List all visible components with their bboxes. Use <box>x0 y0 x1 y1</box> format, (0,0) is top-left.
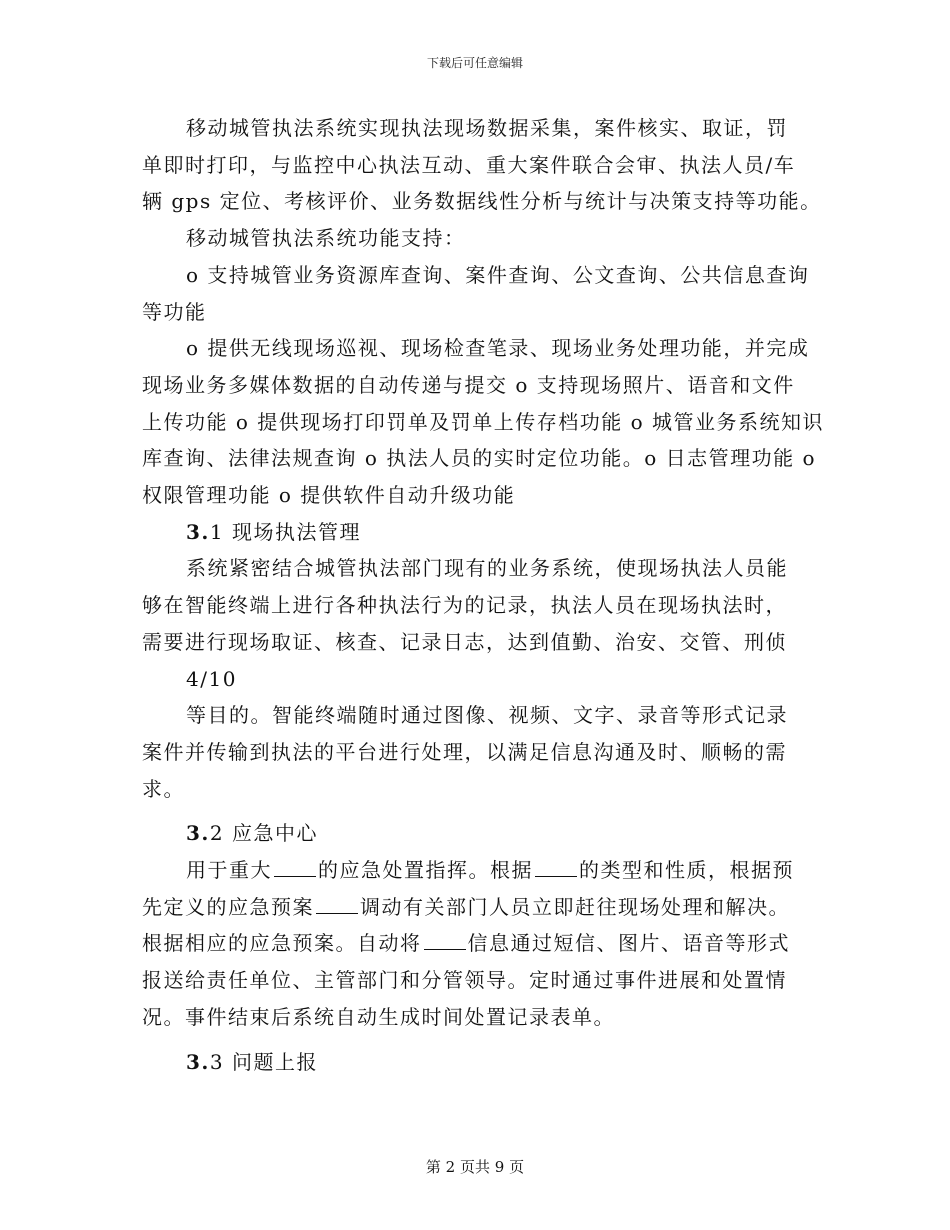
paragraph-query <box>142 257 810 330</box>
text-line: 案件并传输到执法的平台进行处理，以满足信息沟通及时、顺畅的需 <box>142 739 787 764</box>
text-line: 况。事件结束后系统自动生成时间处置记录表单。 <box>142 1004 615 1029</box>
text-line: 需要进行现场取证、核查、记录日志，达到值勤、治安、交管、刑侦 <box>142 629 787 654</box>
text-line: 等目的。智能终端随时通过图像、视频、文字、录音等形式记录 <box>186 703 788 728</box>
paragraph-features <box>142 330 825 514</box>
text-line: 现场业务多媒体数据的自动传递与提交 o 支持现场照片、语音和文件 <box>142 372 795 397</box>
text-line: o 提供无线现场巡视、现场检查笔录、现场业务处理功能，并完成 <box>186 336 810 361</box>
fill-blank <box>424 931 466 950</box>
document-body <box>142 110 825 1080</box>
section-heading-3-1 <box>142 514 810 551</box>
text-line: 用于重大 的应急处置指挥。根据 的类型和性质，根据预 <box>186 858 794 883</box>
section-number: 3. <box>186 821 210 846</box>
text-line: 上传功能 o 提供现场打印罚单及罚单上传存档功能 o 城管业务系统知识 <box>142 409 825 434</box>
section-number: 3. <box>186 1049 210 1074</box>
page-footer: 第 2 页共 9 页 <box>425 1158 525 1176</box>
text-line: 库查询、法律法规查询 o 执法人员的实时定位功能。o 日志管理功能 o <box>142 446 817 471</box>
section-heading-3-2 <box>142 815 810 852</box>
text-line: 等功能 <box>142 299 207 324</box>
fill-blank <box>316 895 358 914</box>
fill-blank <box>535 858 577 877</box>
text-line: 根据相应的应急预案。自动将 信息通过短信、图片、语音等形式 <box>142 931 790 956</box>
text-line: 辆 gps 定位、考核评价、业务数据线性分析与统计与决策支持等功能。 <box>142 189 822 214</box>
paragraph-purpose <box>142 697 810 807</box>
paragraph-field-enforcement <box>142 550 810 660</box>
section-title: 2 应急中心 <box>209 821 318 846</box>
paragraph-emergency <box>142 852 810 1036</box>
section-title: 3 问题上报 <box>209 1049 318 1074</box>
text-line: 报送给责任单位、主管部门和分管领导。定时通过事件进展和处置情 <box>142 968 787 993</box>
paragraph-support-title <box>142 220 810 257</box>
text-line: 系统紧密结合城管执法部门现有的业务系统，使现场执法人员能 <box>186 556 788 581</box>
text-line: 够在智能终端上进行各种执法行为的记录，执法人员在现场执法时， <box>142 593 787 618</box>
header-note: 下载后可任意编辑 <box>426 56 523 70</box>
page-marker-text: 4/10 <box>186 666 237 691</box>
text-line: 权限管理功能 o 提供软件自动升级功能 <box>142 483 516 508</box>
text-line: 移动城管执法系统功能支持： <box>186 226 466 251</box>
page-marker <box>142 661 810 698</box>
section-title: 1 现场执法管理 <box>209 519 361 544</box>
section-number: 3. <box>186 519 210 544</box>
text-line: 移动城管执法系统实现执法现场数据采集，案件核实、取证，罚 <box>186 116 788 140</box>
fill-blank <box>274 858 316 877</box>
paragraph-intro <box>142 110 822 220</box>
text-line: 求。 <box>142 776 185 801</box>
section-heading-3-3 <box>142 1044 810 1081</box>
text-line: 单即时打印，与监控中心执法互动、重大案件联合会审、执法人员/车 <box>142 152 796 177</box>
text-line: 先定义的应急预案 调动有关部门人员立即赶往现场处理和解决。 <box>142 894 790 919</box>
text-line: o 支持城管业务资源库查询、案件查询、公文查询、公共信息查询 <box>186 262 810 287</box>
